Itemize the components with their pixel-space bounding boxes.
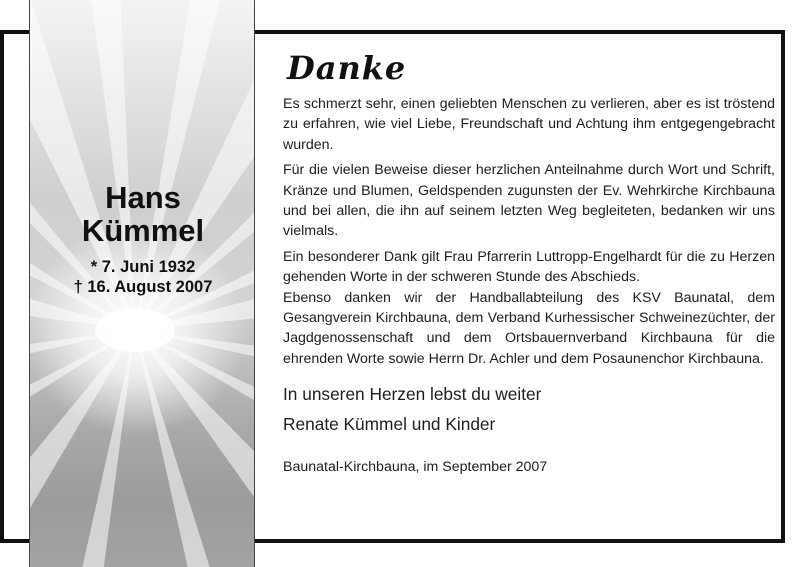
notice-text-column: [283, 48, 775, 477]
place-and-date: Baunatal-Kirchbauna, im September 2007: [283, 459, 548, 476]
deceased-first-name: Hans: [105, 180, 181, 215]
memorial-panel: [29, 0, 255, 567]
paragraph-1: Es schmerzt sehr, einen geliebten Menschen zu verlieren, aber es ist tröstend zu erfahren, wie viel Liebe, Freundschaft und Achtung ihm entgegengebracht wurden.: [283, 96, 775, 153]
paragraph-3: Ein besonderer Dank gilt Frau Pfarrerin Luttropp-Engelhardt für die zu Herzen gehenden Worte in der schweren Stunde des Abschieds.: [283, 248, 775, 286]
death-date: † 16. August 2007: [73, 278, 213, 296]
sun-ray: [135, 330, 255, 503]
birth-date: * 7. Juni 1932: [90, 258, 196, 276]
deceased-last-name: Kümmel: [81, 213, 205, 248]
notice-title: Danke: [287, 49, 407, 87]
closing-line: In unseren Herzen lebst du weiter: [283, 384, 542, 405]
paragraph-4: Ebenso danken wir der Handballabteilung des KSV Baunatal, dem Gesangverein Kirchbauna, dem Verband Kurhessischer Schweinezüchter, der Jagdgenossenschaft und dem Ortsbauernverband Kirchbauna für die ehrenden Worte sowie Herrn Dr. Achler und dem Posaunenchor Kirchbauna.: [283, 289, 775, 367]
signature: Renate Kümmel und Kinder: [283, 414, 496, 435]
paragraph-2: Für die vielen Beweise dieser herzlichen Anteilnahme durch Wort und Schrift, Kränze und Blumen, Geldspenden zugunsten der Ev. Wehrkirche Kirchbauna und bei allen, die ihn auf seinem letzten Weg begleiteten, bedanken wir uns vielmals.: [283, 162, 775, 240]
